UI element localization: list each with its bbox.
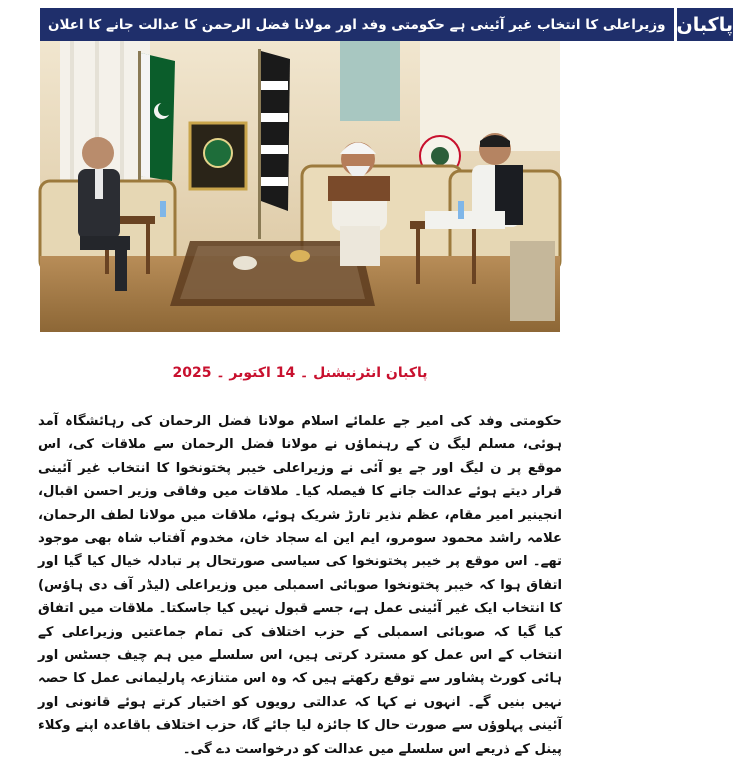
party-flag (261, 51, 290, 211)
person-left (82, 137, 114, 169)
article-header (40, 8, 733, 41)
headline: وزیراعلی کا انتخاب غیر آئینی ہے حکومتی وفد اور مولانا فضل الرحمن کا عدالت جانے کا اعلان (40, 8, 674, 41)
curtain-teal (340, 41, 400, 121)
meeting-room-illustration (40, 41, 560, 332)
dateline: پاکبان انٹرنیشنل ۔ 14 اکتوبر ۔ 2025 (172, 365, 428, 381)
article-body: حکومتی وفد کی امیر جے علمائے اسلام مولانا فضل الرحمان کی رہائشگاہ آمد ہوئی، مسلم لیگ ن کے رہنماؤں نے مولانا فضل الرحمان سے ملاقات کی، اس موقع پر ن لیگ اور جے یو آئی نے وزیراعلی خیبر پختونخوا کا انتخاب غیر آئینی قرار دیتے ہوئے عدالت جانے کا فیصلہ کیا۔ ملاقات میں وفاقی وزیر احسن اقبال، انجینیر امیر مقام، عظم نذیر تارڑ شریک ہوئے، ملاقات میں مولانا لطف الرحمان، علامہ راشد محمود سومرو، ایم این اے سجاد خان، مخدوم آفتاب شاہ بھی موجود تھے۔ اس موقع پر خیبر پختونخوا کی سیاسی صورتحال پر تبادلہ خیال کیا گیا اور اتفاق ہوا کہ خیبر پختونخوا صوبائی اسمبلی میں وزیراعلی (لیڈر آف دی ہاؤس) کا انتخاب ایک غیر آئینی عمل ہے، جسے قبول نہیں کیا جاسکتا۔ ملاقات میں اتفاق کیا گیا کہ صوبائی اسمبلی کے حزب اختلاف کی تمام جماعتیں وزیراعلی کے انتخاب کے اس عمل کو مسترد کرتی ہیں، اس سلسلے میں ہم چیف جسٹس اور ہائی کورٹ پشاور سے توقع رکھتے ہیں کہ وہ اس متنازعہ پارلیمانی عمل کا حصہ نہیں بنیں گے۔ انہوں نے کہا کہ عدالتی رویوں کو اختیار کرتے ہوئے قانونی اور آئینی پہلوؤں سے صورت حال کا جائزہ لیا جائے گا، حزب اختلاف باقاعدہ اپنے وکلاء پینل کے ذریعے اس سلسلے میں عدالت کو درخواست دے گی۔ (38, 414, 562, 757)
brand-logo: پاکبان (674, 8, 733, 41)
news-photo (40, 41, 560, 332)
